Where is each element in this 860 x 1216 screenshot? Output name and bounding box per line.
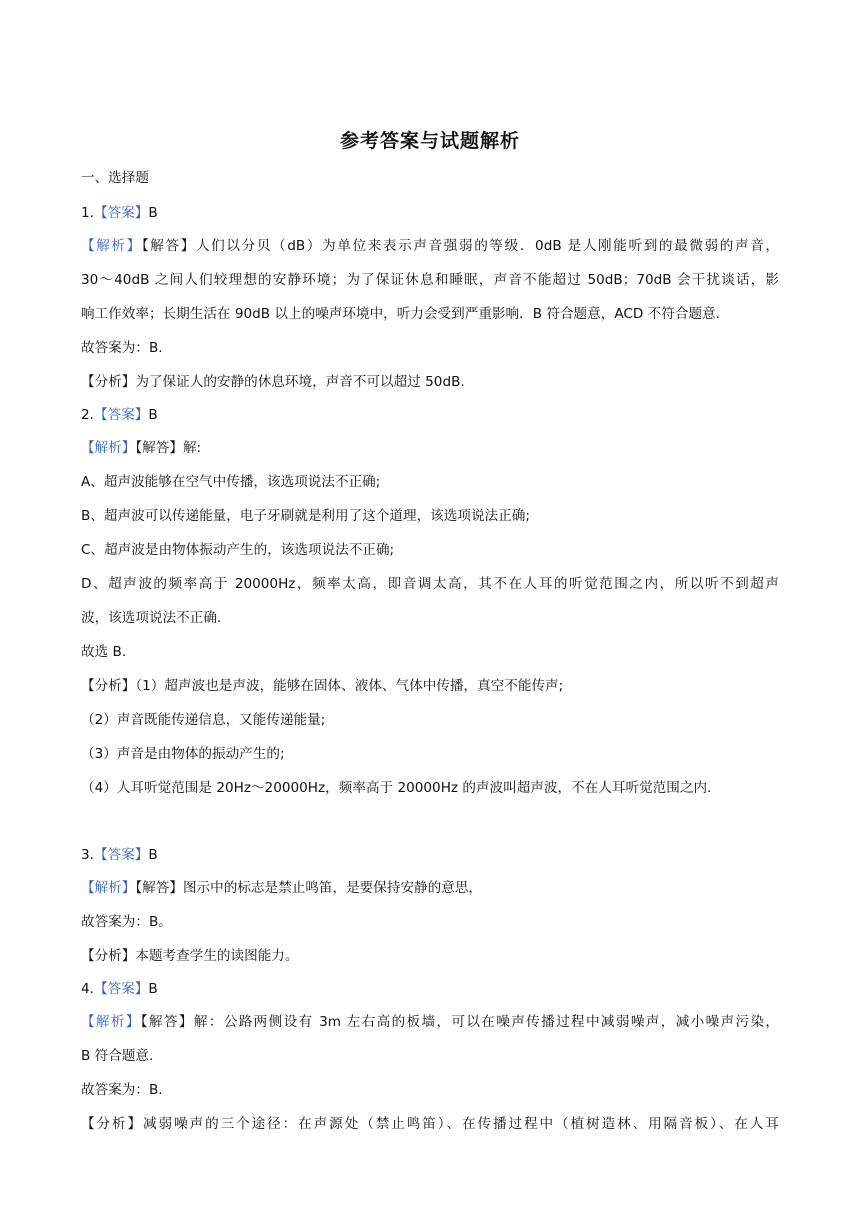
q2-number: 2. [81, 407, 94, 423]
q1-number: 1. [81, 205, 94, 221]
page-title: 参考答案与试题解析 [339, 130, 520, 152]
q3-analysis-text: 本题考查学生的读图能力。 [135, 948, 299, 964]
solution-tag: 【解答】 [135, 880, 183, 896]
q2-analysis-line-3: （3）声音是由物体的振动产生的; [81, 746, 285, 762]
analysis-tag: 【分析】 [81, 678, 136, 694]
q4-solution-text-1: 解：公路两侧设有 3m 左右高的板墙，可以在噪声传播过程中减弱噪声，减小噪声污染， [193, 1014, 780, 1030]
q4-number: 4. [81, 981, 94, 997]
q4-analysis-text: 减弱噪声的三个途径：在声源处（禁止鸣笛）、在传播过程中（植树造林、用隔音板）、在人耳 [143, 1116, 779, 1132]
analysis-tag: 【分析】 [81, 374, 136, 390]
explain-tag: 【解析】 [81, 440, 136, 456]
q1-solution-line-4: 故答案为：B. [81, 340, 163, 356]
answer-tag: 【答案】 [93, 981, 149, 997]
q1-answer-line [81, 203, 158, 223]
q3-number: 3. [81, 847, 94, 863]
answer-tag: 【答案】 [93, 847, 149, 863]
q1-solution-line-3: 响工作效率；长期生活在 90dB 以上的噪声环境中，听力会受到严重影响．B 符合题意，ACD 不符合题意. [81, 306, 720, 322]
q2-solution-head-line [81, 438, 201, 458]
q1-solution-line-1 [81, 236, 779, 256]
q2-option-d: D、超声波的频率高于 20000Hz，频率太高，即音调太高，其不在人耳的听觉范围之内，所以听不到超声 [81, 576, 779, 592]
q3-answer-line [81, 845, 158, 865]
q2-conclusion: 故选 B. [81, 644, 127, 660]
q1-analysis-text: 为了保证人的安静的休息环境，声音不可以超过 50dB. [135, 374, 465, 390]
explain-tag: 【解析】 [81, 1014, 141, 1030]
q2-analysis-line-2: （2）声音既能传递信息，又能传递能量; [81, 712, 326, 728]
analysis-tag: 【分析】 [81, 1116, 144, 1132]
q2-answer: B [148, 407, 158, 423]
q4-answer: B [148, 981, 158, 997]
solution-tag: 【解答】 [141, 238, 196, 254]
q4-analysis-line [81, 1114, 779, 1134]
q1-answer: B [148, 205, 158, 221]
q4-solution-line-1 [81, 1012, 779, 1032]
solution-tag: 【解答】 [140, 1014, 194, 1030]
q2-option-a: A、超声波能够在空气中传播，该选项说法不正确; [81, 474, 381, 490]
explain-tag: 【解析】 [81, 238, 142, 254]
q2-analysis-text-1: （1）超声波也是声波，能够在固体、液体、气体中传播，真空不能传声; [135, 678, 564, 694]
q4-solution-line-2: B 符合题意. [81, 1048, 154, 1064]
q3-solution-line-2: 故答案为：B。 [81, 914, 172, 930]
q1-analysis-line [81, 372, 465, 392]
q3-solution-text-1: 图示中的标志是禁止鸣笛，是要保持安静的意思， [182, 880, 483, 896]
q2-option-c: C、超声波是由物体振动产生的，该选项说法不正确; [81, 542, 395, 558]
q2-answer-line [81, 405, 158, 425]
q2-solution-head: 解: [182, 440, 202, 456]
q3-solution-line-1 [81, 878, 482, 898]
q4-answer-line [81, 979, 158, 999]
q2-option-b: B、超声波可以传递能量，电子牙刷就是利用了这个道理，该选项说法正确; [81, 508, 530, 524]
analysis-tag: 【分析】 [81, 948, 136, 964]
q3-analysis-line [81, 946, 299, 966]
q2-analysis-line-4: （4）人耳听觉范围是 20Hz～20000Hz，频率高于 20000Hz 的声波叫超声波，不在人耳听觉范围之内. [81, 780, 712, 796]
explain-tag: 【解析】 [81, 880, 136, 896]
q1-solution-line-2: 30～40dB 之间人们较理想的安静环境；为了保证休息和睡眠，声音不能超过 50dB；70dB 会干扰谈话，影 [81, 272, 779, 288]
q4-solution-line-3: 故答案为：B. [81, 1082, 163, 1098]
q1-solution-text-1: 人们以分贝（dB）为单位来表示声音强弱的等级．0dB 是人刚能听到的最微弱的声音， [195, 238, 780, 254]
solution-tag: 【解答】 [135, 440, 183, 456]
answer-tag: 【答案】 [93, 205, 149, 221]
section-heading: 一、选择题 [81, 170, 149, 186]
q2-analysis-line-1 [81, 676, 563, 696]
answer-tag: 【答案】 [93, 407, 149, 423]
q2-option-d-cont: 波，该选项说法不正确. [81, 610, 222, 626]
q3-answer: B [148, 847, 158, 863]
